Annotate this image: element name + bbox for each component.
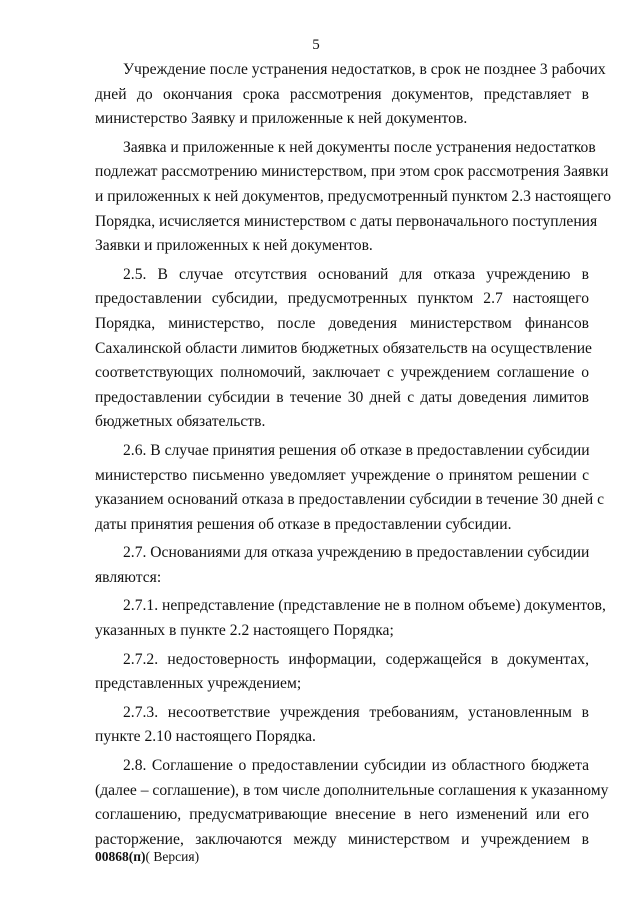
paragraph — [95, 263, 592, 435]
text-line: 2.6. В случае принятия решения об отказе в предоставлении субсидии — [123, 441, 590, 459]
text-line: Порядка, министерство, после доведения министерством финансов — [95, 314, 589, 332]
text-line: указанием оснований отказа в предоставлении субсидии в течение 30 дней с — [95, 491, 605, 509]
text-line: соглашению, предусматривающие внесение в него изменений или его — [95, 806, 589, 824]
text-line: Заявка и приложенные к ней документы после устранения недостатков — [123, 138, 596, 156]
document-body — [95, 58, 612, 852]
text-line: и приложенных к ней документов, предусмотренный пунктом 2.3 настоящего — [95, 187, 612, 205]
text-line: Заявки и приложенных к ней документов. — [95, 237, 373, 255]
paragraph — [95, 439, 605, 537]
text-line: пункте 2.10 настоящего Порядка. — [95, 728, 316, 746]
text-line: предоставлении субсидии, предусмотренных пунктом 2.7 настоящего — [95, 290, 589, 308]
page-number: 5 — [312, 37, 320, 53]
paragraph — [95, 58, 606, 132]
text-line: являются: — [95, 568, 162, 586]
text-line: министерство Заявку и приложенные к ней документов. — [95, 110, 468, 128]
text-line: (далее – соглашение), в том числе дополнительные соглашения к указанному — [95, 781, 609, 799]
text-line: Порядка, исчисляется министерством с даты первоначального поступления — [95, 212, 598, 230]
text-line: бюджетных обязательств. — [95, 413, 266, 431]
document-footer — [95, 849, 199, 865]
text-line: 2.7.3. несоответствие учреждения требованиям, установленным в — [123, 703, 589, 721]
text-line: 2.7.1. непредставление (представление не в полном объеме) документов, — [123, 597, 606, 615]
text-line: предоставлении субсидии в течение 30 дней с даты доведения лимитов — [95, 388, 589, 406]
text-line: 2.8. Соглашение о предоставлении субсидии из областного бюджета — [123, 757, 589, 775]
document-version: ( Версия) — [145, 849, 200, 864]
text-line: дней до окончания срока рассмотрения документов, представляет в — [95, 85, 589, 103]
paragraph — [95, 594, 606, 643]
document-code: 00868(п) — [95, 849, 146, 864]
text-line: даты принятия решения об отказе в предоставлении субсидии. — [95, 515, 512, 533]
paragraph — [95, 701, 589, 750]
text-line: Сахалинской области лимитов бюджетных обязательств на осуществление — [95, 339, 592, 357]
text-line: представленных учреждением; — [95, 675, 302, 693]
paragraph — [95, 648, 589, 697]
text-line: соответствующих полномочий, заключает с учреждением соглашение о — [95, 364, 589, 382]
text-line: подлежат рассмотрению министерством, при этом срок рассмотрения Заявки — [95, 163, 609, 181]
text-line: Учреждение после устранения недостатков, в срок не позднее 3 рабочих — [123, 61, 606, 78]
text-line: министерство письменно уведомляет учреждение о принятом решении с — [95, 466, 589, 484]
text-line: 2.5. В случае отсутствия оснований для отказа учреждению в — [123, 265, 589, 283]
paragraph — [95, 136, 612, 259]
text-line: 2.7. Основаниями для отказа учреждению в предоставлении субсидии — [123, 544, 590, 562]
text-line: расторжение, заключаются между министерством и учреждением в — [95, 830, 589, 848]
text-line: указанных в пункте 2.2 настоящего Порядка; — [95, 622, 394, 640]
paragraph — [95, 754, 609, 852]
text-line: 2.7.2. недостоверность информации, содержащейся в документах, — [123, 650, 589, 668]
paragraph — [95, 541, 589, 590]
